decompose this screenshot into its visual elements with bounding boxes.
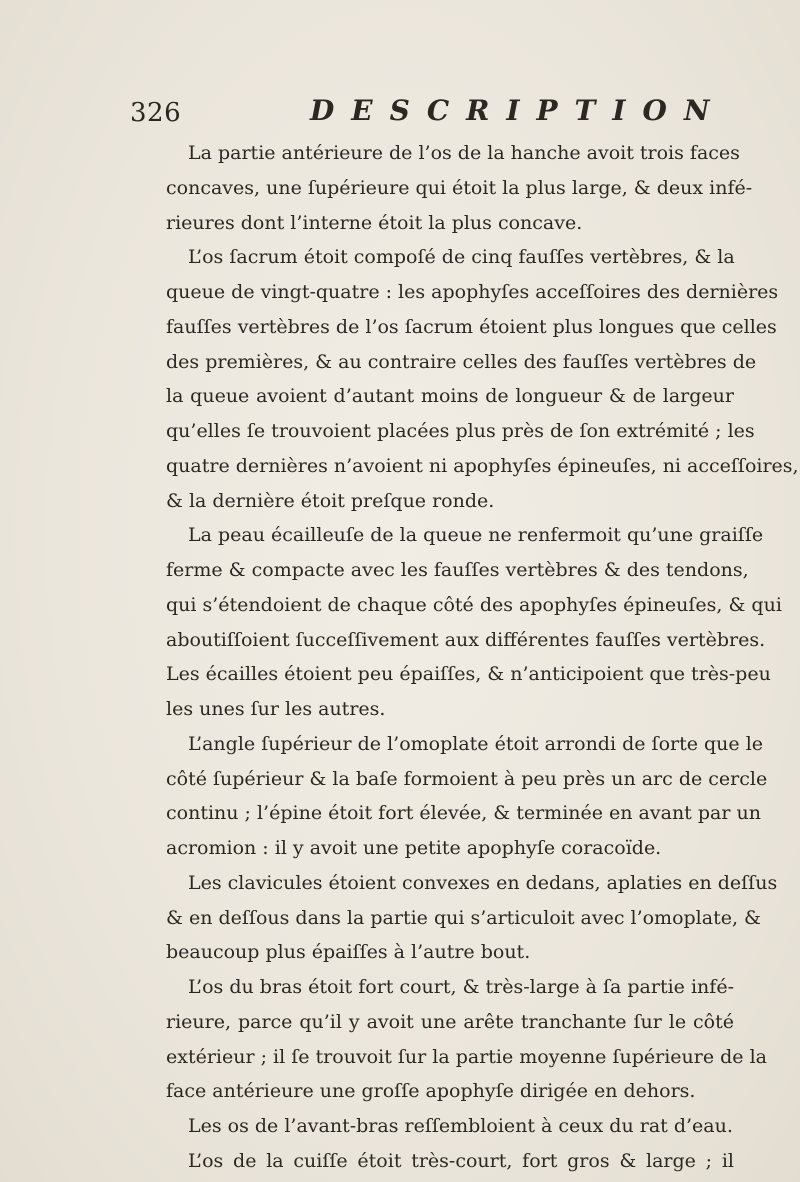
page-header (130, 94, 727, 134)
text-line: côté ſupérieur & la baſe formoient à peu près un arc de cercle (166, 767, 768, 790)
text-line: des premières, & au contraire celles des fauſſes vertèbres de (166, 350, 757, 373)
text-line: qu’elles ſe trouvoient placées plus près de ſon extrémité ; les (166, 420, 755, 442)
text-line: fauſſes vertèbres de l’os ſacrum étoient plus longues que celles (166, 315, 777, 338)
paragraph (166, 727, 768, 866)
paragraph (166, 1144, 734, 1179)
text-line: extérieur ; il ſe trouvoit ſur la partie moyenne ſupérieure de la (166, 1045, 767, 1068)
paragraph (166, 240, 799, 518)
text-line: Les os de l’avant-bras reſſembloient à ceux du rat d’eau. (188, 1115, 733, 1137)
text-line: La peau écailleuſe de la queue ne renfermoit qu’une graiſſe (188, 524, 764, 547)
text-line: quatre dernières n’avoient ni apophyſes épineuſes, ni acceſſoires, (166, 454, 799, 477)
text-line: aboutiſſoient ſucceſſivement aux différentes fauſſes vertèbres. (166, 628, 766, 651)
text-line: queue de vingt-quatre : les apophyſes acceſſoires des dernières (166, 281, 779, 303)
paragraph (166, 518, 782, 727)
text-line: qui s’étendoient de chaque côté des apophyſes épineuſes, & qui (166, 593, 782, 616)
paragraph (166, 970, 767, 1109)
text-line: continu ; l’épine étoit fort élevée, & terminée en avant par un (166, 802, 761, 825)
text-line: Les clavicules étoient convexes en dedans, aplaties en deſſus (188, 871, 778, 894)
text-line: L’angle ſupérieur de l’omoplate étoit arrondi de ſorte que le (188, 732, 764, 755)
paragraph (166, 136, 753, 240)
text-line: & la dernière étoit preſque ronde. (166, 489, 495, 512)
page-number: 326 (130, 98, 182, 128)
text-line: les unes ſur les autres. (166, 698, 386, 720)
paragraph (166, 866, 778, 970)
paragraph (166, 1109, 734, 1144)
text-line: L’os du bras étoit fort court, & très-large à ſa partie infé- (188, 976, 734, 998)
text-line: L’os ſacrum étoit compoſé de cinq fauſſes vertèbres, & la (188, 246, 735, 269)
text-line: beaucoup plus épaiſſes à l’autre bout. (166, 941, 531, 964)
text-line: face antérieure une groſſe apophyſe dirigée en dehors. (166, 1080, 696, 1103)
text-line: L’os de la cuiſſe étoit très-court, fort gros & large ; il (188, 1149, 734, 1172)
body-text (166, 136, 799, 1179)
text-line: La partie antérieure de l’os de la hanche avoit trois faces (188, 142, 740, 164)
text-line: acromion : il y avoit une petite apophyſe coracoïde. (166, 837, 662, 859)
text-line: concaves, une ſupérieure qui étoit la plus large, & deux infé- (166, 176, 753, 199)
text-line: ferme & compacte avec les fauſſes vertèbres & des tendons, (166, 559, 749, 581)
text-line: rieure, parce qu’il y avoit une arête tranchante ſur le côté (166, 1010, 734, 1033)
text-line: Les écailles étoient peu épaiſſes, & n’anticipoient que très-peu (166, 663, 771, 686)
text-line: la queue avoient d’autant moins de longueur & de largeur (166, 385, 734, 408)
text-line: rieures dont l’interne étoit la plus concave. (166, 211, 583, 234)
running-title: DESCRIPTION (310, 94, 727, 127)
text-line: & en deſſous dans la partie qui s’articuloit avec l’omoplate, & (166, 906, 761, 929)
